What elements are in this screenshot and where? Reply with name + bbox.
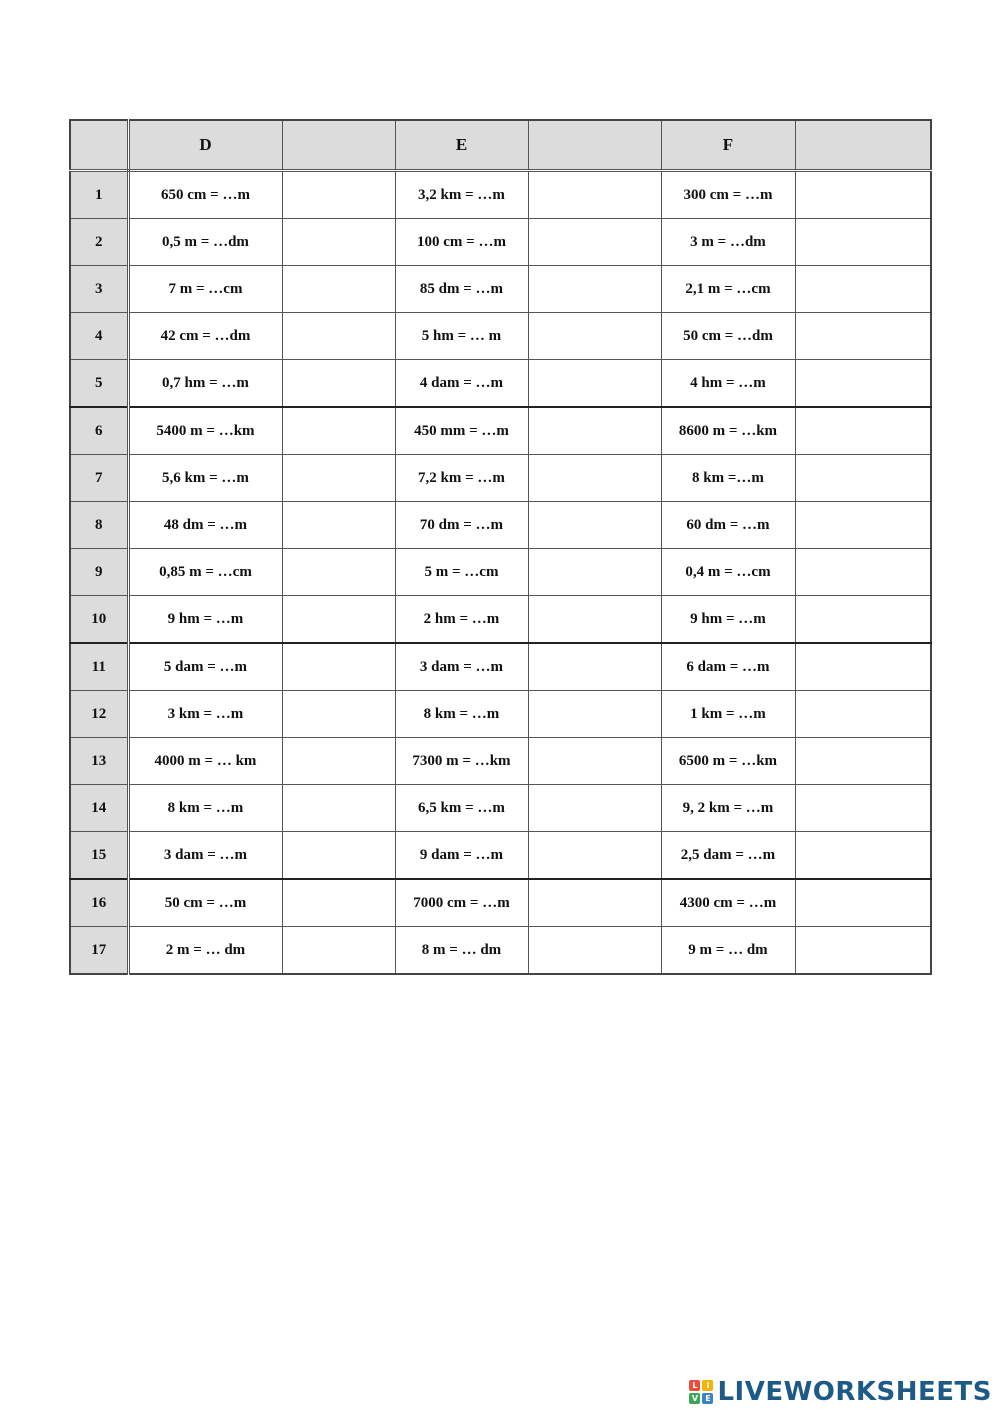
exercise-e: 85 dm = …m	[395, 266, 528, 313]
exercise-d: 2 m = … dm	[128, 927, 282, 975]
column-header-f: F	[661, 120, 795, 171]
table-row	[70, 643, 931, 691]
answer-cell-f[interactable]	[795, 266, 931, 313]
exercise-f: 6 dam = …m	[661, 643, 795, 691]
answer-cell-f[interactable]	[795, 596, 931, 644]
table-row	[70, 832, 931, 880]
exercise-f: 8600 m = …km	[661, 407, 795, 455]
exercise-e: 8 m = … dm	[395, 927, 528, 975]
answer-cell-f[interactable]	[795, 313, 931, 360]
exercise-d: 0,5 m = …dm	[128, 219, 282, 266]
logo-letter-tile: V	[689, 1393, 700, 1404]
exercise-d: 5 dam = …m	[128, 643, 282, 691]
answer-cell-e[interactable]	[528, 313, 661, 360]
exercise-f: 1 km = …m	[661, 691, 795, 738]
row-number: 9	[70, 549, 128, 596]
table-row	[70, 549, 931, 596]
exercise-d: 5,6 km = …m	[128, 455, 282, 502]
answer-cell-f[interactable]	[795, 738, 931, 785]
answer-cell-d[interactable]	[282, 832, 395, 880]
answer-cell-f[interactable]	[795, 171, 931, 219]
answer-cell-d[interactable]	[282, 313, 395, 360]
answer-cell-f[interactable]	[795, 360, 931, 408]
exercise-f: 3 m = …dm	[661, 219, 795, 266]
exercise-d: 3 km = …m	[128, 691, 282, 738]
answer-cell-e[interactable]	[528, 171, 661, 219]
liveworksheets-logo-icon	[689, 1380, 713, 1404]
answer-cell-f[interactable]	[795, 691, 931, 738]
exercise-e: 9 dam = …m	[395, 832, 528, 880]
answer-cell-f[interactable]	[795, 643, 931, 691]
answer-cell-d[interactable]	[282, 549, 395, 596]
exercise-f: 2,5 dam = …m	[661, 832, 795, 880]
exercise-d: 0,85 m = …cm	[128, 549, 282, 596]
table-row	[70, 927, 931, 975]
exercise-d: 0,7 hm = …m	[128, 360, 282, 408]
exercise-f: 9 m = … dm	[661, 927, 795, 975]
exercise-f: 6500 m = …km	[661, 738, 795, 785]
row-number: 10	[70, 596, 128, 644]
logo-letter-tile: L	[689, 1380, 700, 1391]
row-number: 17	[70, 927, 128, 975]
answer-cell-f[interactable]	[795, 407, 931, 455]
exercise-f: 50 cm = …dm	[661, 313, 795, 360]
answer-cell-e[interactable]	[528, 643, 661, 691]
answer-cell-f[interactable]	[795, 879, 931, 927]
exercise-d: 4000 m = … km	[128, 738, 282, 785]
liveworksheets-logo	[689, 1377, 992, 1407]
answer-cell-d[interactable]	[282, 643, 395, 691]
table-row	[70, 171, 931, 219]
answer-cell-d[interactable]	[282, 879, 395, 927]
table-row	[70, 785, 931, 832]
table-row	[70, 219, 931, 266]
table-row	[70, 360, 931, 408]
answer-cell-d[interactable]	[282, 596, 395, 644]
row-number: 6	[70, 407, 128, 455]
exercise-e: 7300 m = …km	[395, 738, 528, 785]
exercise-d: 50 cm = …m	[128, 879, 282, 927]
exercise-e: 5 hm = … m	[395, 313, 528, 360]
table-row	[70, 502, 931, 549]
exercise-e: 450 mm = …m	[395, 407, 528, 455]
conversion-worksheet-table	[69, 119, 932, 975]
answer-cell-f[interactable]	[795, 785, 931, 832]
answer-cell-d[interactable]	[282, 219, 395, 266]
answer-cell-f[interactable]	[795, 219, 931, 266]
answer-cell-e[interactable]	[528, 738, 661, 785]
answer-cell-d[interactable]	[282, 455, 395, 502]
exercise-e: 100 cm = …m	[395, 219, 528, 266]
answer-cell-e[interactable]	[528, 502, 661, 549]
exercise-d: 3 dam = …m	[128, 832, 282, 880]
row-number: 3	[70, 266, 128, 313]
exercise-e: 7000 cm = …m	[395, 879, 528, 927]
answer-cell-d[interactable]	[282, 785, 395, 832]
exercise-d: 9 hm = …m	[128, 596, 282, 644]
logo-letter-tile: E	[702, 1393, 713, 1404]
answer-cell-d[interactable]	[282, 927, 395, 975]
table-row	[70, 407, 931, 455]
row-number: 12	[70, 691, 128, 738]
row-number: 11	[70, 643, 128, 691]
exercise-e: 7,2 km = …m	[395, 455, 528, 502]
answer-cell-e[interactable]	[528, 266, 661, 313]
answer-cell-e[interactable]	[528, 691, 661, 738]
table-row	[70, 596, 931, 644]
answer-cell-d[interactable]	[282, 691, 395, 738]
row-number: 8	[70, 502, 128, 549]
exercise-e: 3,2 km = …m	[395, 171, 528, 219]
exercise-f: 8 km =…m	[661, 455, 795, 502]
exercise-f: 4 hm = …m	[661, 360, 795, 408]
exercise-f: 9, 2 km = …m	[661, 785, 795, 832]
exercise-f: 300 cm = …m	[661, 171, 795, 219]
answer-cell-d[interactable]	[282, 171, 395, 219]
exercise-e: 5 m = …cm	[395, 549, 528, 596]
answer-cell-e[interactable]	[528, 549, 661, 596]
answer-cell-e[interactable]	[528, 785, 661, 832]
exercise-e: 6,5 km = …m	[395, 785, 528, 832]
table-row	[70, 879, 931, 927]
logo-letter-tile: I	[702, 1380, 713, 1391]
row-number: 4	[70, 313, 128, 360]
corner-header-cell	[70, 120, 128, 171]
table-row	[70, 455, 931, 502]
exercise-d: 42 cm = …dm	[128, 313, 282, 360]
column-header-answer-e	[528, 120, 661, 171]
row-number: 5	[70, 360, 128, 408]
table-row	[70, 691, 931, 738]
brand-name: LIVEWORKSHEETS	[717, 1377, 992, 1407]
exercise-f: 4300 cm = …m	[661, 879, 795, 927]
exercise-d: 5400 m = …km	[128, 407, 282, 455]
exercise-e: 8 km = …m	[395, 691, 528, 738]
answer-cell-f[interactable]	[795, 832, 931, 880]
answer-cell-e[interactable]	[528, 879, 661, 927]
row-number: 13	[70, 738, 128, 785]
exercise-d: 7 m = …cm	[128, 266, 282, 313]
table-row	[70, 313, 931, 360]
table-row	[70, 266, 931, 313]
row-number: 2	[70, 219, 128, 266]
exercise-d: 48 dm = …m	[128, 502, 282, 549]
exercise-f: 60 dm = …m	[661, 502, 795, 549]
answer-cell-d[interactable]	[282, 502, 395, 549]
exercise-f: 9 hm = …m	[661, 596, 795, 644]
exercise-e: 3 dam = …m	[395, 643, 528, 691]
answer-cell-f[interactable]	[795, 927, 931, 975]
exercise-e: 70 dm = …m	[395, 502, 528, 549]
answer-cell-e[interactable]	[528, 360, 661, 408]
answer-cell-e[interactable]	[528, 407, 661, 455]
answer-cell-d[interactable]	[282, 407, 395, 455]
answer-cell-e[interactable]	[528, 455, 661, 502]
column-header-answer-f	[795, 120, 931, 171]
answer-cell-f[interactable]	[795, 455, 931, 502]
exercise-d: 650 cm = …m	[128, 171, 282, 219]
header-row	[70, 120, 931, 171]
table-row	[70, 738, 931, 785]
column-header-d: D	[128, 120, 282, 171]
answer-cell-e[interactable]	[528, 596, 661, 644]
row-number: 1	[70, 171, 128, 219]
answer-cell-d[interactable]	[282, 738, 395, 785]
exercise-e: 2 hm = …m	[395, 596, 528, 644]
exercise-f: 2,1 m = …cm	[661, 266, 795, 313]
answer-cell-d[interactable]	[282, 360, 395, 408]
answer-cell-f[interactable]	[795, 502, 931, 549]
worksheet-body	[70, 171, 931, 975]
answer-cell-e[interactable]	[528, 832, 661, 880]
row-number: 7	[70, 455, 128, 502]
answer-cell-e[interactable]	[528, 219, 661, 266]
row-number: 14	[70, 785, 128, 832]
answer-cell-f[interactable]	[795, 549, 931, 596]
column-header-e: E	[395, 120, 528, 171]
answer-cell-e[interactable]	[528, 927, 661, 975]
column-header-answer-d	[282, 120, 395, 171]
exercise-f: 0,4 m = …cm	[661, 549, 795, 596]
row-number: 15	[70, 832, 128, 880]
exercise-e: 4 dam = …m	[395, 360, 528, 408]
row-number: 16	[70, 879, 128, 927]
exercise-d: 8 km = …m	[128, 785, 282, 832]
answer-cell-d[interactable]	[282, 266, 395, 313]
